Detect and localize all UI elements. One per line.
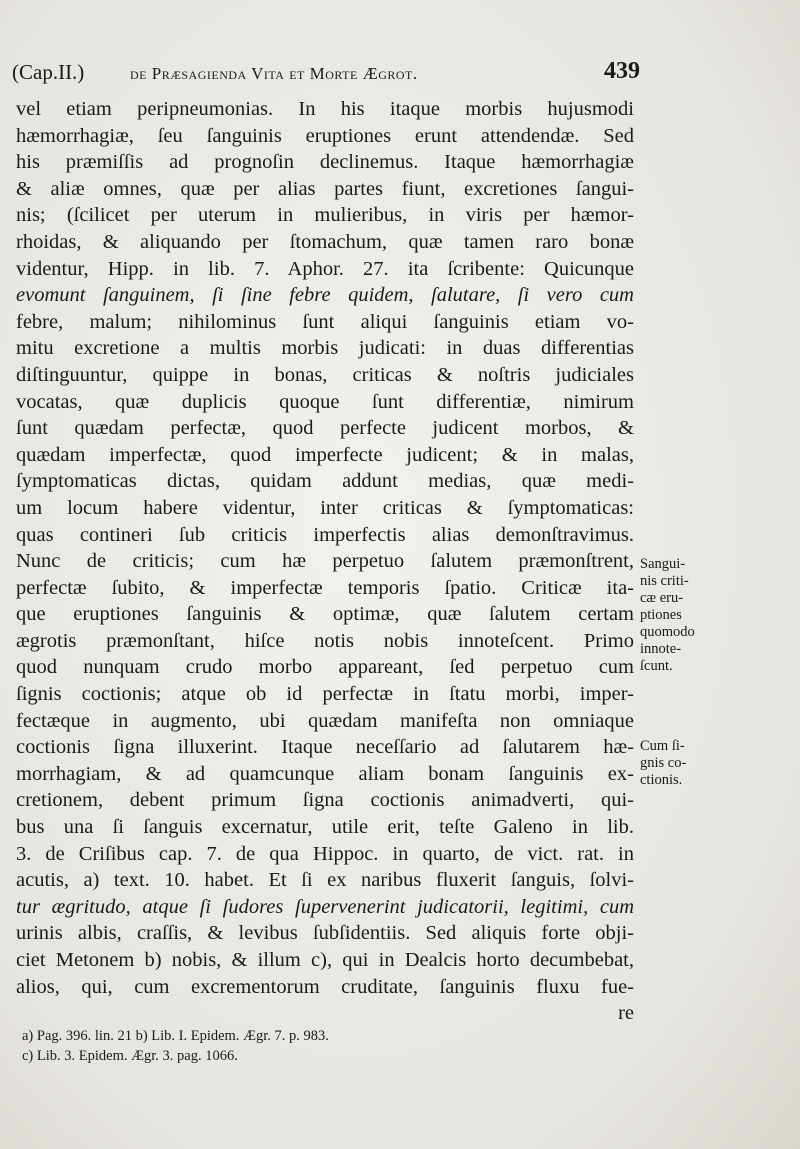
text-line: bus una ſi ſanguis excernatur, utile erit, teſte Galeno in lib. bbox=[16, 816, 634, 839]
text-line: rhoidas, & aliquando per ſtomachum, quæ tamen raro bonæ bbox=[16, 230, 634, 253]
text-line: acutis, a) text. 10. habet. Et ſi ex naribus fluxerit ſanguis, ſolvi- bbox=[16, 869, 634, 892]
text-line: cretionem, debent primum ſigna coctionis animadverti, qui- bbox=[16, 789, 634, 812]
footnote: c) Lib. 3. Epidem. Ægr. 3. pag. 1066. bbox=[22, 1048, 238, 1064]
text-line: que eruptiones ſanguinis & optimæ, quæ ſalutem certam bbox=[16, 603, 634, 626]
chapter-label: (Cap.II.) bbox=[12, 60, 85, 84]
text-line: 3. de Criſibus cap. 7. de qua Hippoc. in quarto, de vict. rat. in bbox=[16, 842, 634, 865]
text-line: perfectæ ſubito, & imperfectæ temporis ſpatio. Criticæ ita- bbox=[16, 576, 634, 599]
margin-line: Sangui- bbox=[640, 556, 686, 572]
text-line: um locum habere videntur, inter criticas & ſymptomaticas: bbox=[16, 496, 634, 519]
text-line: vocatas, quæ duplicis quoque ſunt differentiæ, nimirum bbox=[16, 390, 634, 413]
text-line: urinis albis, craſſis, & levibus ſubſidentiis. Sed aliquis forte obji- bbox=[16, 922, 634, 945]
text-line: evomunt ſanguinem, ſi ſine febre quidem, ſalutare, ſi vero cum bbox=[16, 284, 634, 307]
margin-line: nis criti- bbox=[640, 573, 689, 589]
text-line: & aliæ omnes, quæ per alias partes fiunt, excretiones ſangui- bbox=[16, 177, 634, 200]
text-line: coctionis ſigna illuxerint. Itaque neceſſario ad ſalutarem hæ- bbox=[16, 736, 634, 759]
margin-line: gnis co- bbox=[640, 755, 687, 771]
text-line: ſignis coctionis; atque ob id perfectæ in ſtatu morbi, imper- bbox=[16, 683, 634, 706]
margin-line: ptiones bbox=[640, 607, 682, 623]
text-line: vel etiam peripneumonias. In his itaque morbis hujusmodi bbox=[16, 98, 634, 120]
margin-line: ctionis. bbox=[640, 772, 683, 788]
text-line: tur ægritudo, atque ſi ſudores ſupervenerint judicatorii, legitimi, cum bbox=[16, 895, 634, 918]
catchword: re bbox=[618, 1002, 634, 1025]
footnotes bbox=[22, 1026, 642, 1066]
text-line: diſtinguuntur, quippe in bonas, criticas & noſtris judiciales bbox=[16, 363, 634, 386]
text-line: ſunt quædam perfectæ, quod perfecte judicent morbos, & bbox=[16, 417, 634, 440]
margin-line: innote- bbox=[640, 641, 682, 657]
text-line: febre, malum; nihilominus ſunt aliqui ſanguinis etiam vo- bbox=[16, 310, 634, 333]
text-line: alios, qui, cum excrementorum cruditate, ſanguinis fluxu fue- bbox=[16, 975, 634, 998]
running-header bbox=[12, 56, 652, 92]
margin-note-sanguinis bbox=[640, 556, 730, 675]
text-line: videntur, Hipp. in lib. 7. Aphor. 27. ita ſcribente: Quicunque bbox=[16, 257, 634, 280]
margin-line: quomodo bbox=[640, 624, 695, 640]
main-text bbox=[16, 96, 634, 1027]
margin-line: Cum ſi- bbox=[640, 738, 685, 754]
margin-line: ſcunt. bbox=[640, 658, 673, 674]
text-line: ciet Metonem b) nobis, & illum c), qui in Dealcis horto decumbebat, bbox=[16, 949, 634, 971]
text-line: ægrotis præmonſtant, hiſce notis nobis innoteſcent. Primo bbox=[16, 629, 634, 652]
text-line: Nunc de criticis; cum hæ perpetuo ſalutem præmonſtrent, bbox=[16, 550, 634, 573]
text-line: ſymptomaticas dictas, quidam addunt medias, quæ medi- bbox=[16, 470, 634, 493]
text-line: nis; (ſcilicet per uterum in mulieribus, in viris per hæmor- bbox=[16, 204, 634, 227]
page-number: 439 bbox=[604, 58, 640, 84]
text-line: his præmiſſis ad prognoſin declinemus. Itaque hæmorrhagiæ bbox=[16, 151, 634, 174]
text-line: quod nunquam crudo morbo appareant, ſed perpetuo cum bbox=[16, 656, 634, 679]
text-line: morrhagiam, & ad quamcunque aliam bonam ſanguinis ex- bbox=[16, 762, 634, 785]
text-line: fectæque in augmento, ubi quædam manifeſta non omniaque bbox=[16, 709, 634, 732]
text-line: quædam imperfectæ, quod imperfecte judicent; & in malas, bbox=[16, 443, 634, 466]
running-title: de Præsagienda Vita et Morte Ægrot. bbox=[130, 64, 418, 83]
margin-line: cæ eru- bbox=[640, 590, 684, 606]
text-line: hæmorrhagiæ, ſeu ſanguinis eruptiones erunt attendendæ. Sed bbox=[16, 124, 634, 147]
text-line: quas contineri ſub criticis imperfectis alias demonſtravimus. bbox=[16, 523, 634, 546]
text-line: mitu excretione a multis morbis judicati: in duas differentias bbox=[16, 337, 634, 360]
footnote: a) Pag. 396. lin. 21 b) Lib. I. Epidem. Ægr. 7. p. 983. bbox=[22, 1028, 329, 1044]
margin-note-coctionis bbox=[640, 738, 730, 789]
